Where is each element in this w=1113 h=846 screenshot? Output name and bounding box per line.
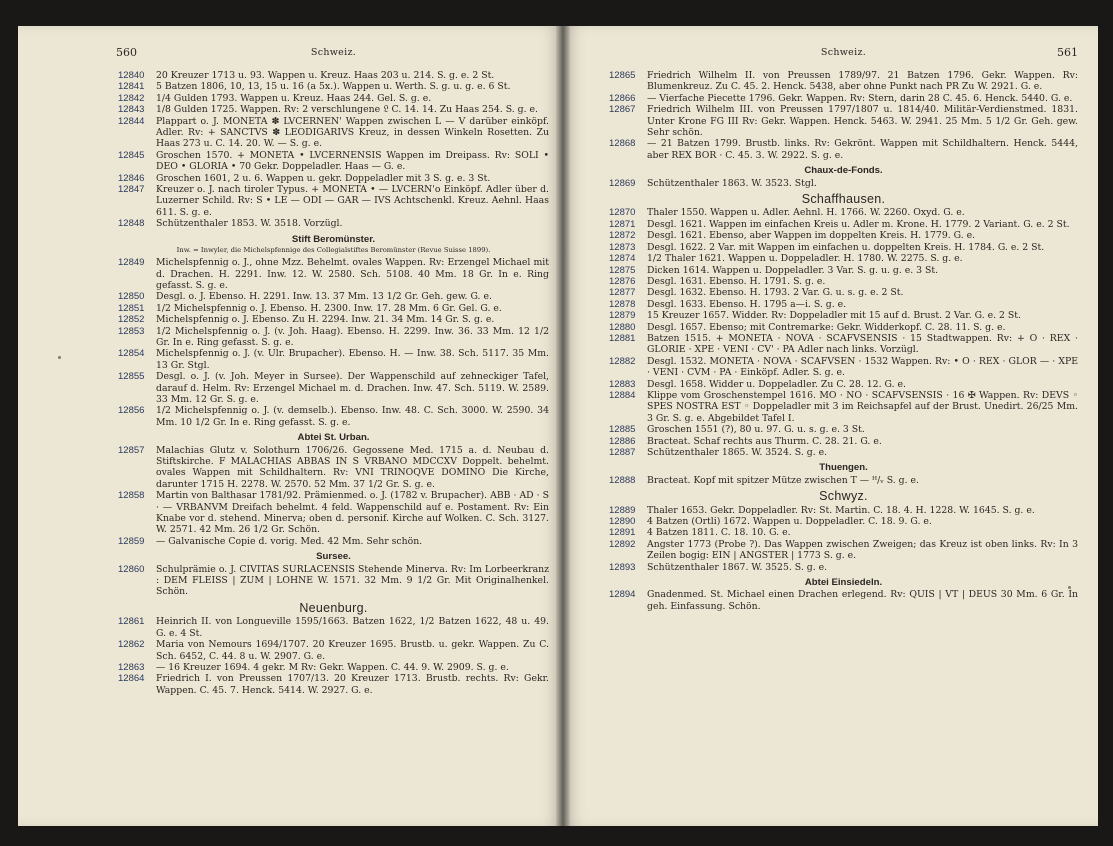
catalog-entry xyxy=(609,219,1078,230)
lot-number: 12875 xyxy=(609,264,636,276)
catalog-entry xyxy=(118,93,549,104)
right-page-number: 561 xyxy=(1057,46,1078,59)
lot-number: 12863 xyxy=(118,661,145,673)
catalog-entry xyxy=(118,371,549,405)
lot-description: Desgl. 1633. Ebenso. H. 1795 a—i. S. g. e. xyxy=(647,298,847,310)
catalog-entry xyxy=(118,326,549,349)
lot-description: Schützenthaler 1853. W. 3518. Vorzügl. xyxy=(156,218,343,230)
catalog-entry xyxy=(609,424,1078,435)
lot-description: Desgl. 1532. MONETA · NOVA · SCAFVSEN · 1532 Wappen. Rv: • O · REX · GLOR — · XPE · VENI · CVM · PA · Einköpf. Adler. S. g. e. xyxy=(647,355,1078,379)
lot-description: Schützenthaler 1863. W. 3523. Stgl. xyxy=(647,177,817,189)
left-page xyxy=(18,26,563,826)
lot-number: 12892 xyxy=(609,538,636,550)
lot-number: 12894 xyxy=(609,589,636,601)
lot-number: 12879 xyxy=(609,310,636,322)
catalog-entry xyxy=(609,333,1078,356)
catalog-entry xyxy=(118,445,549,491)
catalog-entry xyxy=(118,184,549,218)
lot-number: 12871 xyxy=(609,218,636,230)
lot-description: 1/4 Gulden 1793. Wappen u. Kreuz. Haas 244. Gel. S. g. e. xyxy=(156,92,432,104)
catalog-entry xyxy=(609,70,1078,93)
lot-description: Desgl. o. J. Ebenso. H. 2291. Inw. 13. 37 Mm. 13 1/2 Gr. Geh. gew. G. e. xyxy=(156,291,492,303)
catalog-entry xyxy=(118,291,549,302)
catalog-entry xyxy=(118,116,549,150)
lot-number: 12893 xyxy=(609,561,636,573)
catalog-entry xyxy=(609,207,1078,218)
lot-description: 1/2 Thaler 1621. Wappen u. Doppeladler. H. 1780. W. 2275. S. g. e. xyxy=(647,253,963,265)
lot-number: 12884 xyxy=(609,389,636,401)
lot-number: 12880 xyxy=(609,321,636,333)
lot-description: Friedrich I. von Preussen 1707/13. 20 Kreuzer 1713. Brustb. rechts. Rv: Gekr. Wappen. C. 45. 7. Henck. 5414. W. 2927. G. e. xyxy=(156,673,549,696)
lot-description: Desgl. 1621. Ebenso, aber Wappen im doppelten Kreis. H. 1779. G. e. xyxy=(647,230,976,242)
section-heading: Sursee. xyxy=(316,551,351,563)
lot-description: Kreuzer o. J. nach tiroler Typus. + MONETA • — LVCERN'o Einköpf. Adler über d. Luzerner Schild. Rv: S • LE — ODI — GAR — IVS Achtschenkl. Kreuz. Aehnl. Haas 611. S. g. e. xyxy=(156,184,549,218)
lot-description: Gnadenmed. St. Michael einen Drachen erlegend. Rv: QUIS | VT | DEUS 30 Mm. 6 Gr. In geh. Einfassung. Schön. xyxy=(647,589,1078,612)
lot-number: 12854 xyxy=(118,348,145,360)
catalog-entry xyxy=(118,348,549,371)
lot-number: 12848 xyxy=(118,218,145,230)
lot-description: 1/8 Gulden 1725. Wappen. Rv: 2 verschlungene 𝔏 C. 14. 14. Zu Haas 254. S. g. e. xyxy=(156,104,538,116)
lot-number: 12857 xyxy=(118,444,145,456)
lot-number: 12882 xyxy=(609,355,636,367)
catalog-entry xyxy=(609,230,1078,241)
lot-number: 12869 xyxy=(609,177,636,189)
lot-number: 12876 xyxy=(609,275,636,287)
catalog-entry xyxy=(609,447,1078,458)
catalog-entry xyxy=(609,104,1078,138)
catalog-entry xyxy=(609,242,1078,253)
right-page xyxy=(563,26,1098,826)
lot-number: 12890 xyxy=(609,516,636,528)
lot-number: 12844 xyxy=(118,115,145,127)
catalog-entry xyxy=(609,276,1078,287)
lot-description: Michelspfennig o. J. (v. Ulr. Brupacher). Ebenso. H. — Inw. 38. Sch. 5117. 35 Mm. 13 Gr. Stgl. xyxy=(156,348,549,371)
lot-number: 12864 xyxy=(118,673,145,685)
lot-description: 15 Kreuzer 1657. Widder. Rv: Doppeladler mit 15 auf d. Brust. 2 Var. G. e. 2 St. xyxy=(647,310,1021,322)
catalog-entry xyxy=(118,616,549,639)
lot-description: Malachias Glutz v. Solothurn 1706/26. Gegossene Med. 1715 a. d. Neubau d. Stiftskirche. F MALACHIAS ABBAS IN S VRBANO MDCCXV Doppelt. behelmt. ovales Wappen mit Schildhaltern. Rv: VNI TRINOQVE DOMINO Die Kirche, darunter 1715 H. 2278. W. 2570. 52 Mm. 37 1/2 Gr. S. g. e. xyxy=(156,444,549,490)
right-running-head xyxy=(609,46,1078,62)
catalog-entry xyxy=(609,310,1078,321)
lot-description: 20 Kreuzer 1713 u. 93. Wappen u. Kreuz. Haas 203 u. 214. S. g. e. 2 St. xyxy=(156,70,495,81)
catalog-entry xyxy=(609,253,1078,264)
right-running-title: Schweiz. xyxy=(820,47,867,58)
catalog-entry xyxy=(118,303,549,314)
catalog-entry xyxy=(609,287,1078,298)
lot-description: Bracteat. Kopf mit spitzer Mütze zwischen T — ᴴ/ᵥ S. g. e. xyxy=(647,474,919,486)
lot-number: 12840 xyxy=(118,70,145,81)
lot-number: 12891 xyxy=(609,527,636,539)
lot-description: Desgl. 1622. 2 Var. mit Wappen im einfachen u. doppelten Kreis. H. 1784. G. e. 2 St. xyxy=(647,241,1045,253)
lot-description: Dicken 1614. Wappen u. Doppeladler. 3 Var. S. g. u. g. e. 3 St. xyxy=(647,264,939,276)
lot-description: Bracteat. Schaf rechts aus Thurm. C. 28. 21. G. e. xyxy=(647,435,882,447)
lot-description: 4 Batzen (Ortli) 1672. Wappen u. Doppeladler. C. 18. 9. G. e. xyxy=(647,516,932,528)
lot-description: Desgl. 1632. Ebenso. H. 1793. 2 Var. G. u. s. g. e. 2 St. xyxy=(647,287,904,299)
paper-speck xyxy=(58,356,61,359)
lot-number: 12852 xyxy=(118,314,145,326)
catalog-entry xyxy=(609,379,1078,390)
lot-description: Schützenthaler 1865. W. 3524. S. g. e. xyxy=(647,447,828,458)
lot-description: Desgl. 1621. Wappen im einfachen Kreis u. Adler m. Krone. H. 1779. 2 Variant. G. e. 2 St. xyxy=(647,218,1070,230)
lot-number: 12851 xyxy=(118,302,145,314)
lot-number: 12858 xyxy=(118,490,145,502)
right-entry-list xyxy=(609,70,1078,612)
left-running-title: Schweiz. xyxy=(310,47,357,58)
catalog-entry xyxy=(609,322,1078,333)
lot-description: Schulprämie o. J. CIVITAS SURLACENSIS Stehende Minerva. Rv: Im Lorbeerkranz : DEM FLEISS | ZUM | LOHNE W. 1571. 32 Mm. 9 1/2 Gr. Mit Originalhenkel. Schön. xyxy=(156,563,549,598)
catalog-entry xyxy=(118,218,549,229)
catalog-entry xyxy=(118,81,549,92)
region-heading: Neuenburg. xyxy=(299,600,368,615)
lot-description: Desgl. 1631. Ebenso. H. 1791. S. g. e. xyxy=(647,275,826,287)
catalog-entry xyxy=(609,356,1078,379)
lot-number: 12843 xyxy=(118,104,145,116)
lot-number: 12842 xyxy=(118,92,145,104)
lot-number: 12881 xyxy=(609,332,636,344)
section-heading: Abtei St. Urban. xyxy=(297,432,370,444)
lot-description: 5 Batzen 1806, 10, 13, 15 u. 16 (a 5x.). Wappen u. Werth. S. g. u. g. e. 6 St. xyxy=(156,81,511,93)
lot-number: 12845 xyxy=(118,149,145,161)
catalog-entry xyxy=(609,265,1078,276)
lot-number: 12853 xyxy=(118,325,145,337)
lot-number: 12856 xyxy=(118,405,145,417)
lot-number: 12855 xyxy=(118,371,145,383)
lot-description: Groschen 1601, 2 u. 6. Wappen u. gekr. Doppeladler mit 3 S. g. e. 3 St. xyxy=(156,172,491,184)
catalog-entry xyxy=(118,490,549,536)
section-heading: Thuengen. xyxy=(819,462,868,474)
left-page-number: 560 xyxy=(116,46,137,59)
lot-number: 12877 xyxy=(609,287,636,299)
lot-number: 12846 xyxy=(118,172,145,184)
lot-description: Michelspfennig o. J. Ebenso. Zu H. 2294. Inw. 21. 34 Mm. 14 Gr. S. g. e. xyxy=(156,314,495,326)
lot-number: 12861 xyxy=(118,616,145,628)
lot-description: Groschen 1570. + MONETA • LVCERNENSIS Wappen im Dreipass. Rv: SOLI • DEO • GLORIA • 70 Gekr. Doppeladler. Haas — G. e. xyxy=(156,149,549,173)
catalog-entry xyxy=(118,173,549,184)
catalog-entry xyxy=(609,562,1078,573)
lot-number: 12887 xyxy=(609,447,636,458)
lot-description: Maria von Nemours 1694/1707. 20 Kreuzer 1695. Brustb. u. gekr. Wappen. Zu C. Sch. 6452, C. 44. 8 u. W. 2907. G. e. xyxy=(156,639,549,662)
catalog-entry xyxy=(609,527,1078,538)
lot-description: 1/2 Michelspfennig o. J. Ebenso. H. 2300. Inw. 17. 28 Mm. 6 Gr. Gel. G. e. xyxy=(156,302,502,314)
lot-number: 12865 xyxy=(609,70,636,81)
catalog-entry xyxy=(609,505,1078,516)
left-entry-list xyxy=(118,70,549,696)
region-heading: Schaffhausen. xyxy=(801,192,886,207)
lot-number: 12886 xyxy=(609,435,636,447)
lot-number: 12867 xyxy=(609,104,636,116)
catalog-entry xyxy=(609,138,1078,161)
lot-number: 12850 xyxy=(118,291,145,303)
catalog-entry xyxy=(118,662,549,673)
lot-number: 12866 xyxy=(609,92,636,104)
region-heading: Schwyz. xyxy=(819,489,868,504)
lot-description: Groschen 1551 (?), 80 u. 97. G. u. s. g. e. 3 St. xyxy=(647,424,865,436)
catalog-entry xyxy=(609,475,1078,486)
lot-description: Thaler 1653. Gekr. Doppeladler. Rv: St. Martin. C. 18. 4. H. 1228. W. 1645. S. g. e. xyxy=(647,504,1035,516)
lot-description: Martin von Balthasar 1781/92. Prämienmed. o. J. (1782 v. Brupacher). ABB · AD · S · — VRBANVM Dreifach behelmt. 4 feld. Wappenschild auf e. Postament. Rv: Ein Knabe vor d. stehend. Minerva; oben d. personif. Kirche auf Wolken. C. Sch. 3127. W. 2571. 42 Mm. 26 1/2 Gr. Schön. xyxy=(156,490,549,536)
section-heading: Stift Beromünster. xyxy=(291,233,376,245)
catalog-entry xyxy=(118,104,549,115)
lot-number: 12872 xyxy=(609,230,636,242)
lot-description: Desgl. 1657. Ebenso; mit Contremarke: Gekr. Widderkopf. C. 28. 11. S. g. e. xyxy=(647,321,1006,333)
lot-description: — Vierfache Piecette 1796. Gekr. Wappen. Rv: Stern, darin 28 C. 45. 6. Henck. 5440. G. e. xyxy=(647,92,1073,104)
lot-number: 12889 xyxy=(609,504,636,516)
catalog-entry xyxy=(609,539,1078,562)
lot-description: Michelspfennig o. J., ohne Mzz. Behelmt. ovales Wappen. Rv: Erzengel Michael mit d. Drachen. H. 2291. Inw. 12. W. 2580. Sch. 5108. 40 Mm. 18 Gr. In e. Ring gefasst. S. g. e. xyxy=(156,257,549,291)
lot-description: Desgl. o. J. (v. Joh. Meyer in Sursee). Der Wappenschild auf zehneckiger Tafel, darauf d. Helm. Rv: Erzengel Michael m. d. Drachen. Inw. 47. Sch. 5119. W. 2589. 33 Mm. 12 Gr. S. g. e. xyxy=(156,371,549,405)
lot-description: Klippe vom Groschenstempel 1616. MO · NO · SCAFVSENSIS · 16 ✠ Wappen. Rv: DEVS ◦ SPES NOSTRA EST ◦ Doppeladler mit 3 im Reichsapfel auf der Brust. Unedirt. 26/25 Mm. 3 Gr. S. g. e. Abgebildet Tafel I. xyxy=(647,389,1078,424)
section-heading: Abtei Einsiedeln. xyxy=(804,577,883,589)
lot-description: Angster 1773 (Probe ?). Das Wappen zwischen Zweigen; das Kreuz ist oben links. Rv: In 3 Zeilen bogig: EIN | ANGSTER | 1773 S. g. e. xyxy=(647,538,1078,562)
lot-description: Desgl. 1658. Widder u. Doppeladler. Zu C. 28. 12. G. e. xyxy=(647,378,906,390)
lot-description: Thaler 1550. Wappen u. Adler. Aehnl. H. 1766. W. 2260. Oxyd. G. e. xyxy=(647,207,965,219)
lot-number: 12860 xyxy=(118,563,145,575)
lot-number: 12883 xyxy=(609,378,636,390)
open-book xyxy=(18,26,1098,826)
lot-description: Friedrich Wilhelm II. von Preussen 1789/97. 21 Batzen 1796. Gekr. Wappen. Rv: Blumenkreuz. Zu C. 45. 2. Henck. 5438, aber ohne Punkt nach PR Zu W. 2921. G. e. xyxy=(647,70,1078,93)
lot-description: Batzen 1515. + MONETA · NOVA · SCAFVSENSIS · 15 Stadtwappen. Rv: + O · REX · GLORIE · XPE · VENI · CV' · PA Adler nach links. Vorzügl. xyxy=(647,332,1078,356)
catalog-entry xyxy=(609,299,1078,310)
catalog-entry xyxy=(609,390,1078,424)
lot-number: 12841 xyxy=(118,81,145,93)
catalog-entry xyxy=(609,178,1078,189)
section-heading: Chaux-de-Fonds. xyxy=(804,165,883,177)
catalog-entry xyxy=(609,436,1078,447)
lot-number: 12862 xyxy=(118,639,145,651)
catalog-entry xyxy=(118,70,549,81)
section-note: Inw. = Inwyler, die Michelspfennige des Collegialstiftes Beromünster (Revue Suisse 1899). xyxy=(176,246,491,255)
catalog-entry xyxy=(609,516,1078,527)
lot-number: 12849 xyxy=(118,257,145,269)
lot-number: 12888 xyxy=(609,474,636,486)
lot-description: Friedrich Wilhelm III. von Preussen 1797/1807 u. 1814/40. Militär-Verdienstmed. 1831. Unter Krone FG III Rv: Gekr. Wappen. Henck. 5463. W. 2941. 25 Mm. 5 1/2 Gr. Geh. gew. Sehr schön. xyxy=(647,104,1078,139)
lot-number: 12868 xyxy=(609,138,636,150)
catalog-entry xyxy=(118,639,549,662)
catalog-entry xyxy=(609,93,1078,104)
catalog-entry xyxy=(118,314,549,325)
catalog-entry xyxy=(609,589,1078,612)
lot-description: 1/2 Michelspfennig o. J. (v. Joh. Haag). Ebenso. H. 2299. Inw. 36. 33 Mm. 12 1/2 Gr. In e. Ring gefasst. S. g. e. xyxy=(156,325,549,348)
book-gutter xyxy=(556,26,570,826)
lot-number: 12847 xyxy=(118,184,145,196)
lot-description: — 21 Batzen 1799. Brustb. links. Rv: Gekrönt. Wappen mit Schildhaltern. Henck. 5444, aber REX BOR · C. 45. 3. W. 2922. S. g. e. xyxy=(647,138,1078,161)
lot-number: 12874 xyxy=(609,253,636,265)
catalog-entry xyxy=(118,257,549,291)
paper-speck xyxy=(1068,586,1071,589)
lot-description: — 16 Kreuzer 1694. 4 gekr. M Rv: Gekr. Wappen. C. 44. 9. W. 2909. S. g. e. xyxy=(156,661,509,673)
left-running-head xyxy=(118,46,549,62)
lot-number: 12885 xyxy=(609,424,636,436)
lot-description: Plappart o. J. MONETA ✽ LVCERNEN' Wappen zwischen L — V darüber einköpf. Adler. Rv: + SANCTVS ✽ LEODIGARIVS Kreuz, in dessen Winkeln Rosetten. Zu Haas 273 u. C. 14. 20. W. — S. g. e. xyxy=(156,115,549,150)
lot-description: — Galvanische Copie d. vorig. Med. 42 Mm. Sehr schön. xyxy=(156,535,423,547)
lot-number: 12870 xyxy=(609,207,636,219)
lot-number: 12873 xyxy=(609,241,636,253)
lot-description: 4 Batzen 1811. C. 18. 10. G. e. xyxy=(647,527,791,539)
catalog-entry xyxy=(118,536,549,547)
lot-description: 1/2 Michelspfennig o. J. (v. demselb.). Ebenso. Inw. 48. C. Sch. 3000. W. 2590. 34 Mm. 10 1/2 Gr. In e. Ring gefasst. S. g. e. xyxy=(156,405,549,428)
catalog-entry xyxy=(118,405,549,428)
catalog-entry xyxy=(118,673,549,696)
catalog-entry xyxy=(118,150,549,173)
lot-description: Schützenthaler 1867. W. 3525. S. g. e. xyxy=(647,561,828,573)
lot-number: 12878 xyxy=(609,298,636,310)
catalog-entry xyxy=(118,564,549,598)
lot-number: 12859 xyxy=(118,535,145,547)
lot-description: Heinrich II. von Longueville 1595/1663. Batzen 1622, 1/2 Batzen 1622, 48 u. 49. G. e. 4 St. xyxy=(156,616,549,639)
